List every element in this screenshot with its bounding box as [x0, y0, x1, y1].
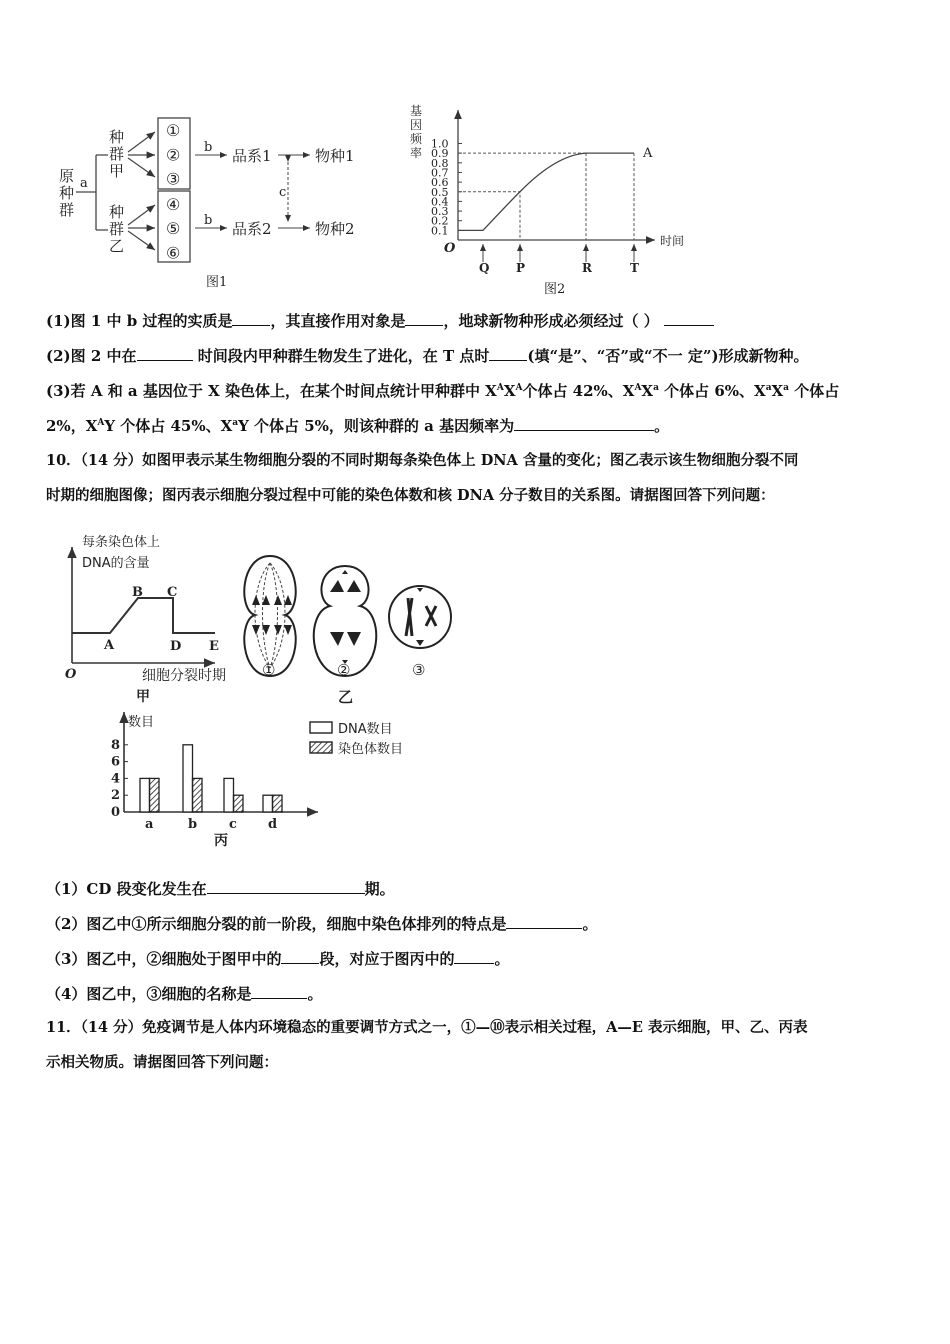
species-2: 物种2: [315, 220, 355, 238]
y-tick-label: 0: [111, 805, 121, 820]
cell-2-telophase: [314, 566, 376, 676]
text: （2）图乙中①所示细胞分裂的前一阶段，细胞中染色体排列的特点是: [46, 915, 507, 933]
sup: a: [232, 418, 239, 428]
y-tick-label: 0.6: [431, 176, 449, 190]
text: (填“是”、“否”或“不一 定”)形成新物种。: [527, 347, 809, 365]
circled-number-1: ①: [166, 121, 181, 140]
sup: a: [653, 383, 659, 393]
category-label-d: d: [268, 817, 278, 832]
y-tick-label: 0.4: [431, 195, 449, 209]
text: (3)若 A 和 a 基因位于 X 染色体上，在某个时间点统计甲种群中 X: [46, 382, 497, 400]
y-tick-label: 1.0: [431, 137, 449, 151]
text: 段，对应于图丙中的: [319, 950, 455, 968]
cell-3-prophase-meiosis-ii: [389, 586, 451, 648]
label-a: a: [80, 176, 88, 191]
y-axis-label-char: 频: [410, 132, 423, 146]
q10-stem-line2: 时期的细胞图像；图丙表示细胞分裂过程中可能的染色体数和核 DNA 分子数目的关系图。请据图回答下列问题：: [46, 487, 775, 504]
text: 时间段内甲种群生物发生了进化，在 T 点时: [192, 347, 490, 365]
figure-2-caption: 图2: [544, 282, 566, 297]
y-axis-label-char: 因: [410, 118, 423, 132]
bar-d-chromosome: [273, 795, 283, 812]
figure-jia-caption: 甲: [136, 689, 150, 705]
q10-stem-line1: 10．（14 分）如图甲表示某生物细胞分裂的不同时期每条染色体上 DNA 含量的变化；图乙表示该生物细胞分裂不同: [46, 452, 799, 469]
text: 。: [582, 915, 598, 933]
y-tick-label: 8: [111, 737, 121, 753]
bar-a-chromosome: [150, 778, 160, 812]
dna-content-line: [72, 598, 215, 633]
point-label-C: C: [167, 585, 178, 600]
strain-2: 品系2: [232, 220, 272, 238]
text: X: [641, 382, 654, 400]
text: X: [503, 382, 516, 400]
cell-label-1: ①: [262, 661, 276, 679]
y-label-2: DNA的含量: [82, 556, 150, 571]
bar-b-chromosome: [193, 778, 203, 812]
point-label-D: D: [170, 639, 182, 654]
y-tick-label: 0.8: [431, 156, 449, 170]
answer-blank[interactable]: [232, 311, 270, 326]
legend-swatch-chromosome: [310, 742, 332, 753]
figure-1-speciation-diagram: [57, 118, 355, 290]
x-axis-label: 时间: [660, 234, 685, 248]
y-tick-label: 0.3: [431, 205, 449, 219]
cell-1-anaphase: [244, 556, 295, 676]
bar-d-dna: [263, 795, 273, 812]
text: 个体占: [789, 382, 840, 400]
sup: a: [765, 383, 772, 393]
text: 。: [494, 950, 510, 968]
figure-yi-cell-images: [244, 556, 451, 706]
x-axis-label: 细胞分裂时期: [142, 668, 226, 684]
circled-number-3: ③: [166, 169, 181, 189]
circled-number-4: ④: [166, 194, 181, 214]
text: 。: [654, 417, 670, 435]
point-label-Q: Q: [479, 261, 490, 275]
point-label-R: R: [582, 261, 592, 275]
text: （1）CD 段变化发生在: [46, 880, 207, 898]
category-label-b: b: [188, 817, 198, 832]
figure-2-gene-frequency-chart: [410, 104, 684, 297]
q9-part2: [46, 346, 809, 366]
text: (2)图 2 中在: [46, 347, 137, 365]
y-tick-label: 6: [111, 754, 121, 770]
sup: A: [515, 383, 523, 393]
point-label-T: T: [630, 261, 639, 275]
text: X: [771, 382, 784, 400]
figure-1-caption: 图1: [206, 275, 228, 290]
sup: A: [496, 383, 504, 393]
y-tick-label: 0.7: [431, 166, 449, 180]
text: ，其直接作用对象是: [270, 312, 406, 330]
answer-blank[interactable]: [251, 984, 307, 999]
y-axis-label-char: 率: [410, 146, 423, 160]
answer-blank[interactable]: [454, 949, 494, 964]
answer-blank[interactable]: [137, 346, 193, 361]
bar-a-dna: [140, 778, 150, 812]
text: Y 个体占 45%、X: [104, 417, 233, 435]
text: 个体占 42%、X: [522, 382, 635, 400]
text: (1)图 1 中 b 过程的实质是: [46, 312, 233, 330]
y-tick-label: 2: [111, 788, 121, 804]
q11-stem-line1: 11．（14 分）免疫调节是人体内环境稳态的重要调节方式之一，①—⑩表示相关过程，A—E 表示细胞，甲、乙、丙表: [46, 1019, 808, 1036]
origin-label: O: [444, 241, 456, 256]
text: 期。: [364, 880, 395, 898]
cell-label-2: ②: [337, 661, 351, 679]
bar-b-dna: [183, 745, 193, 812]
q10-sub4: [46, 984, 322, 1004]
y-tick-label: 0.5: [431, 185, 449, 199]
circled-number-6: ⑥: [166, 243, 181, 263]
sup: a: [783, 383, 790, 393]
cell-label-3: ③: [412, 661, 426, 679]
curve-label-a: A: [643, 146, 653, 161]
bar-c-dna: [224, 778, 234, 812]
category-label-c: c: [229, 817, 237, 832]
point-label-B: B: [132, 585, 143, 600]
text: 2%，X: [46, 417, 98, 435]
origin-label: O: [65, 667, 77, 682]
y-tick-label: 4: [111, 771, 121, 787]
guide-lines: [458, 153, 634, 240]
y-tick-label: 0.9: [431, 147, 449, 161]
text: 。: [307, 985, 323, 1003]
q9-part1: [46, 311, 714, 331]
figure-bing-bar-chart: [111, 712, 403, 849]
y-tick-label: 0.1: [431, 224, 449, 238]
circled-number-2: ②: [166, 145, 181, 165]
y-axis-label: 数目: [128, 715, 155, 730]
figure-bing-caption: 丙: [214, 833, 228, 849]
y-label-1: 每条染色体上: [82, 535, 161, 550]
bar-c-chromosome: [234, 795, 244, 812]
figure-yi-caption: 乙: [338, 688, 354, 706]
population-a-label: 种群甲: [107, 129, 125, 180]
q9-part3: [46, 381, 839, 401]
text: 个体占 6%、X: [658, 382, 766, 400]
point-label-P: P: [516, 261, 526, 275]
figure-jia-dna-content: [65, 534, 226, 705]
category-label-a: a: [145, 817, 154, 832]
label-b: b: [204, 140, 213, 155]
text: （3）图乙中，②细胞处于图甲中的: [46, 950, 282, 968]
sup: A: [97, 418, 105, 428]
label-b: b: [204, 213, 213, 228]
answer-blank[interactable]: [664, 311, 714, 326]
sup: A: [634, 383, 642, 393]
legend-swatch-dna: [310, 722, 332, 733]
q10-sub2: [46, 914, 597, 934]
answer-blank[interactable]: [514, 416, 654, 431]
species-1: 物种1: [315, 147, 355, 165]
circled-number-5: ⑤: [166, 219, 181, 239]
strain-1: 品系1: [232, 147, 272, 165]
answer-blank[interactable]: [489, 346, 527, 361]
q10-sub1: [46, 879, 395, 899]
label-c: c: [279, 185, 287, 200]
text: （4）图乙中，③细胞的名称是: [46, 985, 252, 1003]
legend-chromosome: 染色体数目: [338, 742, 404, 757]
q11-stem-line2: 示相关物质。请据图回答下列问题：: [46, 1054, 278, 1071]
answer-blank[interactable]: [405, 311, 443, 326]
text: ，地球新物种形成必须经过（ ）: [443, 312, 659, 330]
legend-dna: DNA数目: [338, 722, 393, 737]
population-b-label: 种群乙: [107, 204, 125, 255]
answer-blank[interactable]: [207, 879, 365, 894]
answer-blank[interactable]: [506, 914, 582, 929]
q10-sub3: [46, 949, 509, 969]
answer-blank[interactable]: [281, 949, 319, 964]
point-label-E: E: [209, 639, 219, 654]
text: Y 个体占 5%，则该种群的 a 基因频率为: [238, 417, 515, 435]
q9-part3-cont: [46, 416, 669, 436]
y-axis-label-char: 基: [410, 104, 423, 118]
point-label-A: A: [104, 638, 115, 653]
origin-population-label: 原种群: [57, 168, 75, 219]
y-tick-label: 0.2: [431, 214, 449, 228]
